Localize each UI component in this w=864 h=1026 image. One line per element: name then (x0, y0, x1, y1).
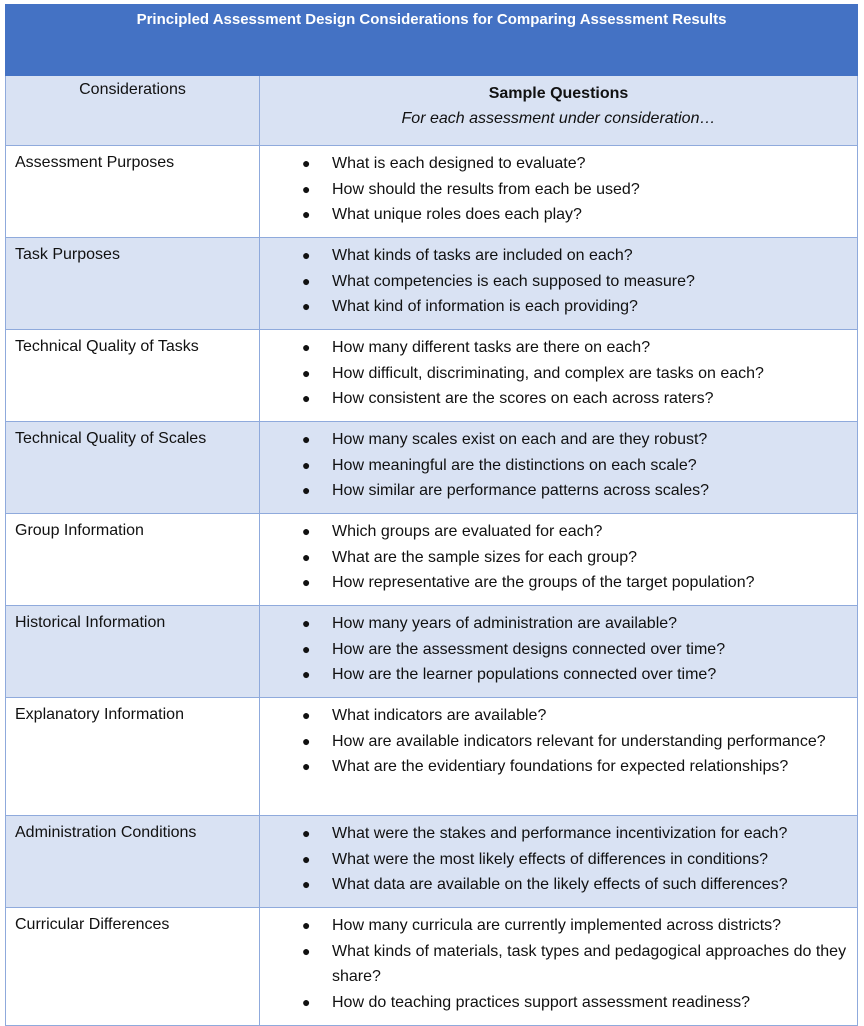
sample-questions-cell (260, 514, 858, 606)
bullet-icon: ● (302, 390, 311, 406)
question-item (260, 729, 849, 755)
question-item (260, 637, 849, 663)
question-text: How should the results from each be used? (332, 180, 640, 198)
question-item (260, 821, 849, 847)
consideration-cell: Curricular Differences (6, 908, 260, 1026)
header-sample-questions (260, 76, 858, 146)
question-text: What were the stakes and performance incentivization for each? (332, 825, 788, 842)
question-list (260, 698, 857, 780)
bullet-icon: ● (302, 247, 311, 263)
question-text: What indicators are available? (332, 707, 547, 724)
bullet-icon: ● (302, 548, 311, 565)
question-text: How many curricula are currently implemented across districts? (332, 917, 782, 934)
table-row (6, 514, 858, 606)
question-text: How are available indicators relevant for understanding performance? (332, 732, 826, 750)
bullet-icon: ● (302, 456, 311, 473)
table-row (6, 606, 858, 698)
bullet-icon: ● (302, 298, 311, 314)
consideration-cell: Task Purposes (6, 238, 260, 330)
bullet-icon: ● (302, 732, 311, 749)
table-row (6, 908, 858, 1026)
question-item (260, 151, 849, 177)
table-row (6, 698, 858, 816)
question-text: What are the sample sizes for each group? (332, 548, 638, 566)
question-list (260, 908, 857, 1015)
consideration-cell: Assessment Purposes (6, 146, 260, 238)
bullet-icon: ● (302, 917, 311, 933)
question-text: How representative are the groups of the target population? (332, 574, 755, 591)
bullet-icon: ● (302, 364, 311, 381)
consideration-cell: Technical Quality of Scales (6, 422, 260, 514)
question-text: How many different tasks are there on each? (332, 339, 651, 356)
question-text: What data are available on the likely effects of such differences? (332, 876, 788, 893)
table-row (6, 146, 858, 238)
consideration-cell: Group Information (6, 514, 260, 606)
header-considerations: Considerations (6, 76, 260, 146)
question-item (260, 269, 849, 295)
table-row (6, 422, 858, 514)
bullet-icon: ● (302, 640, 311, 657)
question-list (260, 816, 857, 898)
question-text: How are the assessment designs connected over time? (332, 640, 726, 658)
table-title-row (6, 5, 858, 76)
question-item (260, 427, 849, 453)
sample-questions-cell (260, 908, 858, 1026)
question-item (260, 703, 849, 729)
question-text: How consistent are the scores on each across raters? (332, 390, 714, 407)
question-item (260, 478, 849, 504)
question-text: What competencies is each supposed to measure? (332, 272, 695, 290)
table-row (6, 816, 858, 908)
bullet-icon: ● (302, 482, 311, 498)
bullet-icon: ● (302, 272, 311, 289)
question-text: How do teaching practices support assessment readiness? (332, 993, 750, 1011)
bullet-icon: ● (302, 666, 311, 682)
question-item (260, 570, 849, 596)
question-text: What kinds of tasks are included on each? (332, 247, 633, 264)
question-item (260, 611, 849, 637)
question-item (260, 872, 849, 898)
bullet-icon: ● (302, 574, 311, 590)
bullet-icon: ● (302, 758, 311, 774)
question-text: What kind of information is each providing? (332, 298, 638, 315)
question-list (260, 238, 857, 320)
question-item (260, 545, 849, 571)
question-item (260, 453, 849, 479)
consideration-cell: Historical Information (6, 606, 260, 698)
sample-questions-cell (260, 330, 858, 422)
bullet-icon: ● (302, 850, 311, 867)
header-sample-questions-title: Sample Questions (488, 85, 629, 102)
question-item (260, 847, 849, 873)
bullet-icon: ● (302, 942, 311, 959)
table-header-row (6, 76, 858, 146)
question-list (260, 330, 857, 412)
question-item (260, 177, 849, 203)
consideration-cell: Explanatory Information (6, 698, 260, 816)
sample-questions-cell (260, 816, 858, 908)
question-text: What kinds of materials, task types and pedagogical approaches do they share? (332, 942, 847, 985)
sample-questions-cell (260, 606, 858, 698)
question-text: How many years of administration are available? (332, 615, 678, 632)
bullet-icon: ● (302, 206, 311, 222)
question-item (260, 754, 849, 780)
question-text: How similar are performance patterns across scales? (332, 482, 710, 499)
question-item (260, 243, 849, 269)
question-text: How are the learner populations connected over time? (332, 666, 717, 683)
bullet-icon: ● (302, 876, 311, 892)
question-item (260, 939, 849, 990)
bullet-icon: ● (302, 339, 311, 355)
consideration-cell: Administration Conditions (6, 816, 260, 908)
sample-questions-cell (260, 146, 858, 238)
assessment-considerations-table (5, 4, 858, 1026)
consideration-cell: Technical Quality of Tasks (6, 330, 260, 422)
question-text: What were the most likely effects of differences in conditions? (332, 850, 769, 868)
question-item (260, 202, 849, 228)
question-list (260, 514, 857, 596)
bullet-icon: ● (302, 523, 311, 539)
question-text: How many scales exist on each and are they robust? (332, 431, 708, 448)
table-row (6, 238, 858, 330)
bullet-icon: ● (302, 615, 311, 631)
question-item (260, 662, 849, 688)
bullet-icon: ● (302, 707, 311, 723)
bullet-icon: ● (302, 825, 311, 841)
sample-questions-cell (260, 698, 858, 816)
sample-questions-cell (260, 238, 858, 330)
question-text: What are the evidentiary foundations for expected relationships? (332, 758, 789, 775)
bullet-icon: ● (302, 180, 311, 197)
question-text: What is each designed to evaluate? (332, 155, 586, 172)
question-item (260, 519, 849, 545)
assessment-considerations-table-wrapper (5, 4, 857, 1018)
table-title: Principled Assessment Design Considerations for Comparing Assessment Results (6, 5, 858, 76)
question-item (260, 386, 849, 412)
question-item (260, 913, 849, 939)
question-item (260, 335, 849, 361)
question-list (260, 606, 857, 688)
question-item (260, 990, 849, 1016)
sample-questions-cell (260, 422, 858, 514)
question-text: What unique roles does each play? (332, 206, 582, 223)
table-row (6, 330, 858, 422)
question-list (260, 146, 857, 228)
bullet-icon: ● (302, 993, 311, 1010)
bullet-icon: ● (302, 431, 311, 447)
question-item (260, 361, 849, 387)
question-item (260, 294, 849, 320)
question-text: How difficult, discriminating, and complex are tasks on each? (332, 364, 764, 382)
bullet-icon: ● (302, 155, 311, 171)
header-sample-questions-subtitle: For each assessment under consideration… (401, 110, 716, 127)
question-text: Which groups are evaluated for each? (332, 523, 603, 540)
question-list (260, 422, 857, 504)
question-text: How meaningful are the distinctions on each scale? (332, 456, 697, 474)
